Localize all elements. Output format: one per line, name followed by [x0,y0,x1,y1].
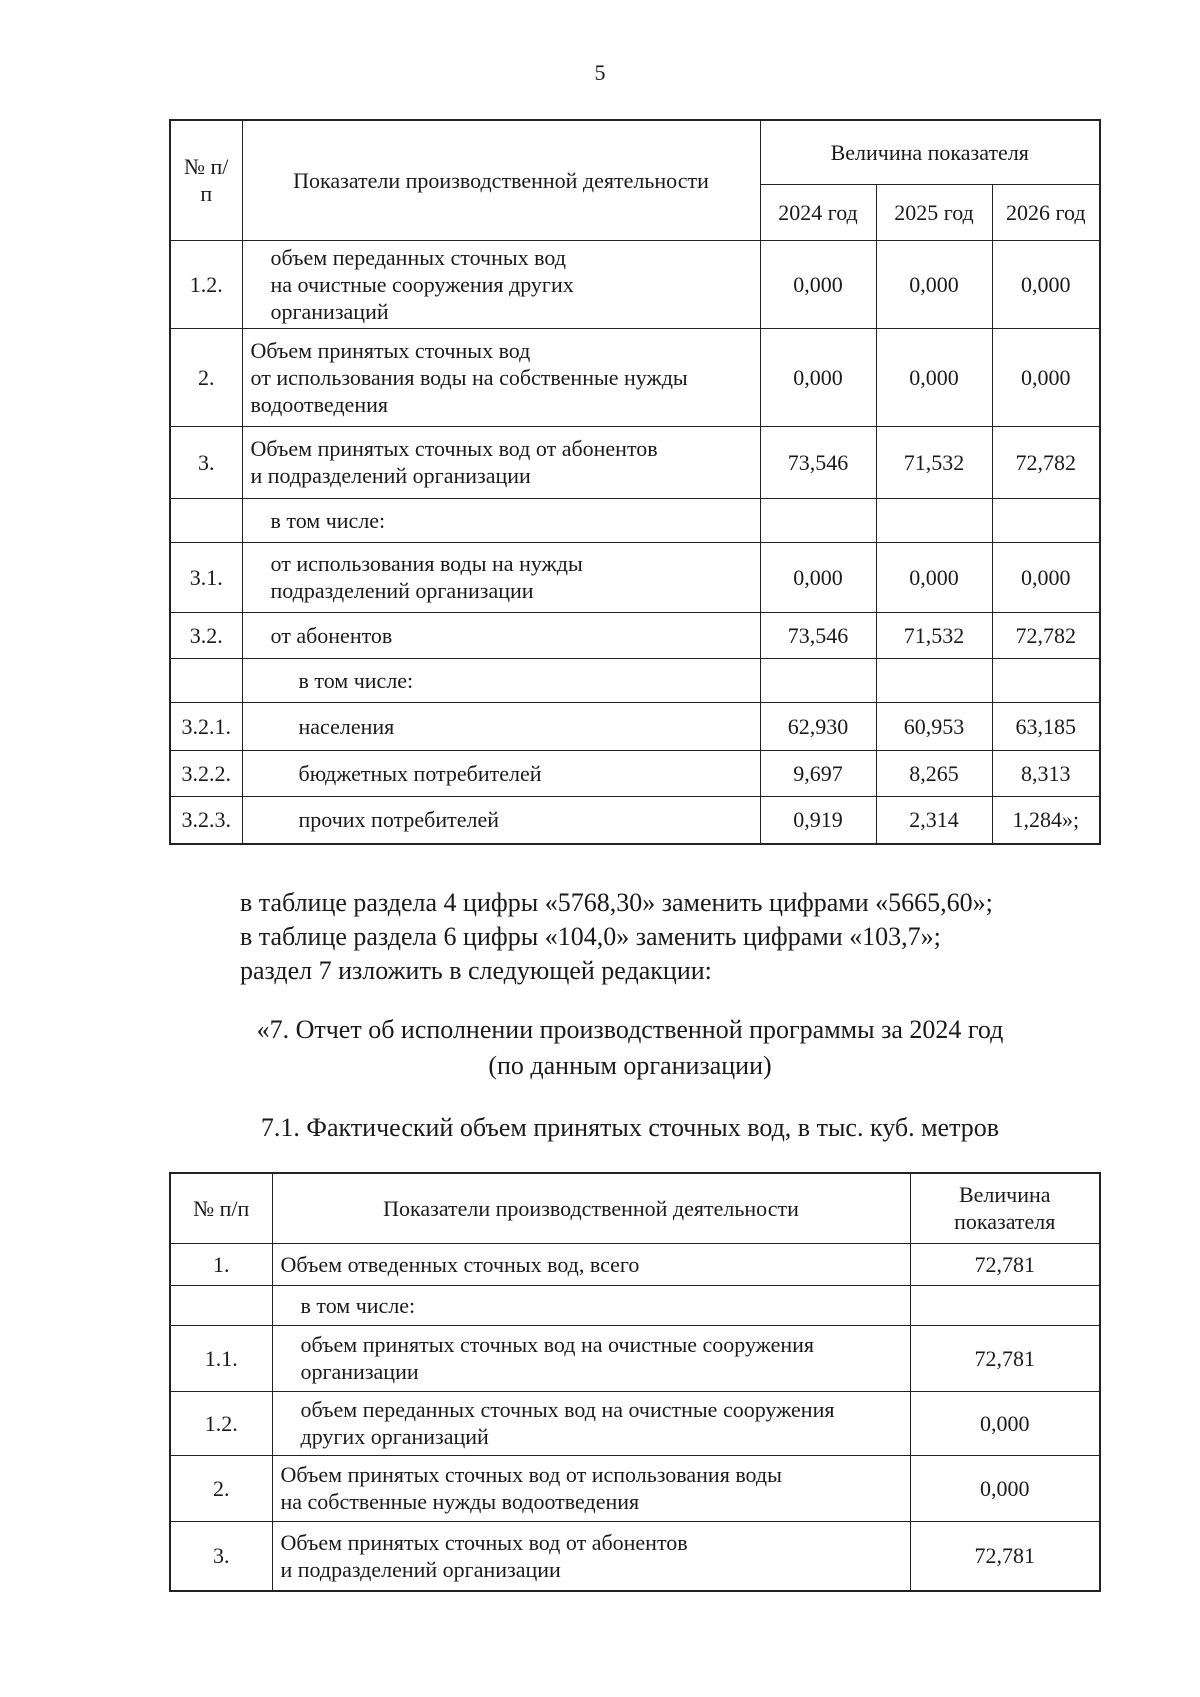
row-value: 72,781 [910,1325,1100,1391]
value-2026: 0,000 [992,240,1100,328]
row-number [170,658,242,702]
header-year-2026: 2026 год [992,184,1100,240]
value-2024 [760,658,876,702]
row-number [170,1285,272,1325]
row-number: 3.2.1. [170,702,242,750]
table-row [170,612,1100,658]
table-row [170,796,1100,844]
amendment-line-3: раздел 7 изложить в следующей редакции: [240,956,712,985]
value-2024: 0,000 [760,542,876,612]
table-row [170,702,1100,750]
value-2025: 0,000 [876,240,992,328]
row-number: 3.2.2. [170,750,242,796]
value-2025: 0,000 [876,328,992,426]
row-label: объем переданных сточных вод на очистные сооружения других организаций [242,240,760,328]
section-title: «7. Отчет об исполнении производственной программы за 2024 год [256,1015,1004,1044]
value-2025: 0,000 [876,542,992,612]
row-number: 3. [170,426,242,498]
row-label: от использования воды на нужды подразделений организации [242,542,760,612]
row-label: Объем принятых сточных вод от абонентов и подразделений организации [272,1521,910,1591]
amendment-line-2: в таблице раздела 6 цифры «104,0» заменить цифрами «103,7»; [240,922,941,951]
section-subtitle: (по данным организации) [488,1051,772,1080]
value-2024: 62,930 [760,702,876,750]
table-row [170,1285,1100,1325]
value-2026: 8,313 [992,750,1100,796]
row-number: 2. [170,328,242,426]
row-label: бюджетных потребителей [242,750,760,796]
row-value: 0,000 [910,1391,1100,1455]
header-indicator: Показатели производственной деятельности [242,120,760,240]
value-2026 [992,498,1100,542]
value-2024: 9,697 [760,750,876,796]
value-2025: 71,532 [876,426,992,498]
row-number: 3. [170,1521,272,1591]
row-number: 2. [170,1455,272,1521]
value-2026: 0,000 [992,542,1100,612]
production-indicators-table [169,119,1101,845]
row-number: 3.1. [170,542,242,612]
table-row [170,1455,1100,1521]
row-label: объем переданных сточных вод на очистные сооружения других организаций [272,1391,910,1455]
value-2025: 71,532 [876,612,992,658]
page-number: 5 [594,60,606,85]
value-2025: 2,314 [876,796,992,844]
value-2026: 72,782 [992,612,1100,658]
value-2026: 63,185 [992,702,1100,750]
table-row [170,498,1100,542]
value-2024: 73,546 [760,426,876,498]
row-value: 0,000 [910,1455,1100,1521]
table-row [170,1243,1100,1285]
value-2026: 72,782 [992,426,1100,498]
row-label: прочих потребителей [242,796,760,844]
value-2024: 0,919 [760,796,876,844]
row-number: 1.1. [170,1325,272,1391]
row-number: 3.2.3. [170,796,242,844]
row-label: Объем отведенных сточных вод, всего [272,1243,910,1285]
row-number [170,498,242,542]
value-2024 [760,498,876,542]
row-number: 1.2. [170,1391,272,1455]
value-2026: 0,000 [992,328,1100,426]
value-2025 [876,658,992,702]
row-number: 1.2. [170,240,242,328]
value-2025: 8,265 [876,750,992,796]
header-value: Величина показателя [910,1173,1100,1243]
row-label: от абонентов [242,612,760,658]
row-value [910,1285,1100,1325]
value-2024: 73,546 [760,612,876,658]
table-row [170,328,1100,426]
row-label: Объем принятых сточных вод от использования воды на собственные нужды водоотведения [272,1455,910,1521]
actual-volume-table [169,1172,1101,1592]
row-label: в том числе: [242,498,760,542]
header-value: Величина показателя [760,120,1100,184]
table-row [170,1391,1100,1455]
row-label: населения [242,702,760,750]
value-2024: 0,000 [760,328,876,426]
table-row [170,750,1100,796]
value-2026: 1,284»; [992,796,1100,844]
row-label: в том числе: [242,658,760,702]
header-year-2025: 2025 год [876,184,992,240]
header-year-2024: 2024 год [760,184,876,240]
header-num: № п/п [170,1173,272,1243]
table-row [170,426,1100,498]
row-number: 3.2. [170,612,242,658]
subsection-title: 7.1. Фактический объем принятых сточных вод, в тыс. куб. метров [260,1113,1000,1142]
row-label: Объем принятых сточных вод от абонентов и подразделений организации [242,426,760,498]
table-row [170,542,1100,612]
value-2024: 0,000 [760,240,876,328]
table-row [170,1325,1100,1391]
table-row [170,658,1100,702]
value-2025: 60,953 [876,702,992,750]
row-number: 1. [170,1243,272,1285]
row-label: в том числе: [272,1285,910,1325]
amendment-line-1: в таблице раздела 4 цифры «5768,30» заменить цифрами «5665,60»; [240,888,993,917]
table-row [170,1521,1100,1591]
header-num: № п/п [170,120,242,240]
value-2025 [876,498,992,542]
row-value: 72,781 [910,1243,1100,1285]
row-value: 72,781 [910,1521,1100,1591]
table-row [170,240,1100,328]
row-label: объем принятых сточных вод на очистные сооружения организации [272,1325,910,1391]
row-label: Объем принятых сточных вод от использования воды на собственные нужды водоотведения [242,328,760,426]
value-2026 [992,658,1100,702]
header-indicator: Показатели производственной деятельности [272,1173,910,1243]
